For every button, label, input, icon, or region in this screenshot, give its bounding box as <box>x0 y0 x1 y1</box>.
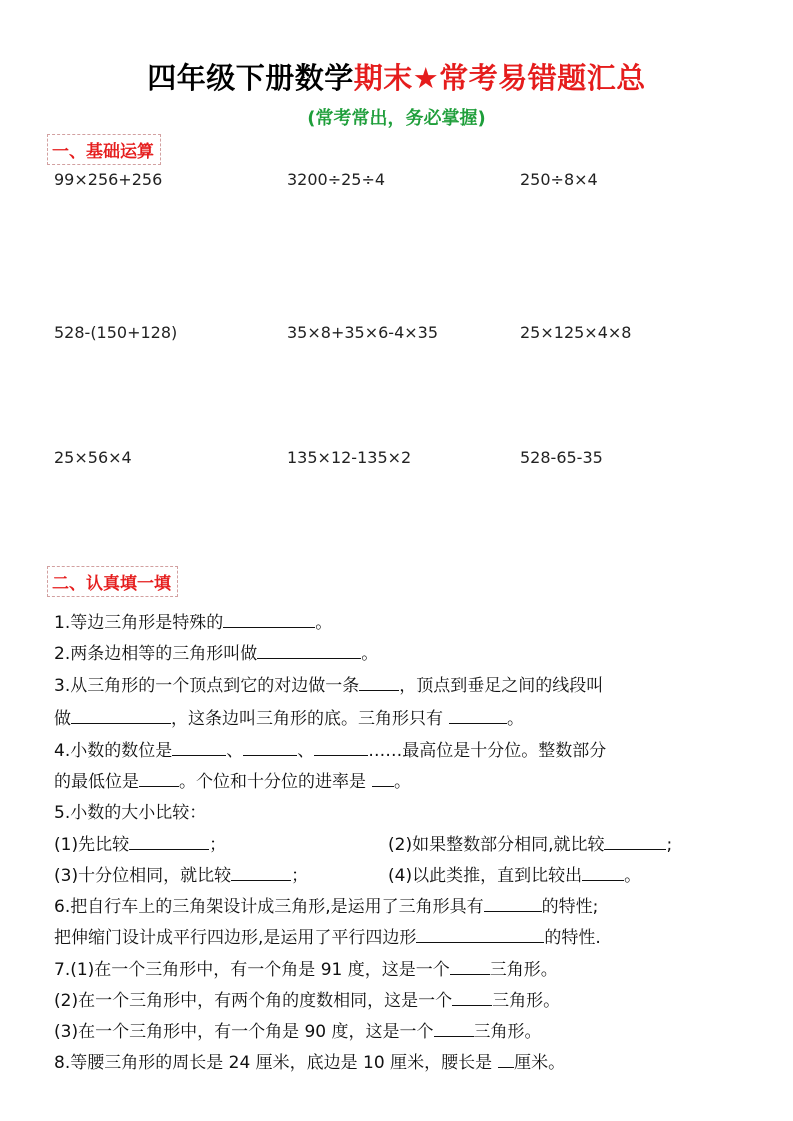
calc-item: 99×256+256 <box>54 170 163 189</box>
calc-item: 528-65-35 <box>520 448 603 467</box>
question-7-part-3: (3)在一个三角形中，有一个角是 90 度，这是一个 三角形。 <box>54 1022 542 1042</box>
page-title <box>0 56 793 97</box>
answer-blank[interactable] <box>452 989 492 1006</box>
answer-blank[interactable] <box>257 642 361 659</box>
question-5-part-3: (3)十分位相同，就比较 ； <box>54 866 309 886</box>
calc-item: 135×12-135×2 <box>287 448 412 467</box>
question-7-part-2: (2)在一个三角形中，有两个角的度数相同，这是一个 三角形。 <box>54 991 561 1011</box>
question-3: 3.从三角形的一个顶点到它的对边做一条 ，顶点到垂足之间的线段叫 <box>54 676 604 696</box>
question-6: 6.把自行车上的三角架设计成三角形,是运用了三角形具有 的特性; <box>54 897 599 917</box>
question-8: 8.等腰三角形的周长是 24 厘米，底边是 10 厘米，腰长是 厘米。 <box>54 1053 566 1073</box>
answer-blank[interactable] <box>416 926 544 943</box>
question-5: 5.小数的大小比较： <box>54 803 207 823</box>
answer-blank[interactable] <box>582 864 624 881</box>
answer-blank[interactable] <box>129 833 209 850</box>
question-5-part-2: (2)如果整数部分相同,就比较 ; <box>388 835 673 855</box>
question-4-cont: 的最低位是 。个位和十分位的进率是 。 <box>54 772 411 792</box>
answer-blank[interactable] <box>484 895 542 912</box>
answer-blank[interactable] <box>450 958 490 975</box>
answer-blank[interactable] <box>139 770 179 787</box>
question-2: 2.两条边相等的三角形叫做 。 <box>54 644 379 664</box>
calc-item: 3200÷25÷4 <box>287 170 386 189</box>
answer-blank[interactable] <box>434 1020 474 1037</box>
title-main: 四年级下册数学 <box>147 61 354 95</box>
calc-item: 528-(150+128) <box>54 323 178 342</box>
question-1: 1.等边三角形是特殊的 。 <box>54 613 333 633</box>
question-7-part-1: 7.(1)在一个三角形中，有一个角是 91 度，这是一个 三角形。 <box>54 960 558 980</box>
answer-blank[interactable] <box>223 611 315 628</box>
page-subtitle: (常考常出，务必掌握) <box>307 108 486 129</box>
answer-blank[interactable] <box>604 833 666 850</box>
answer-blank[interactable] <box>359 674 399 691</box>
calc-item: 25×56×4 <box>54 448 132 467</box>
question-4: 4.小数的数位是 、 、 ……最高位是十分位。整数部分 <box>54 741 607 761</box>
answer-blank[interactable] <box>449 707 507 724</box>
title-highlight: 期末★常考易错题汇总 <box>353 61 646 95</box>
answer-blank[interactable] <box>243 739 297 756</box>
question-3-cont: 做 ，这条边叫三角形的底。三角形只有 。 <box>54 709 524 729</box>
question-5-part-4: (4)以此类推，直到比较出 。 <box>388 866 642 886</box>
answer-blank[interactable] <box>372 770 394 787</box>
answer-blank[interactable] <box>172 739 226 756</box>
question-6-cont: 把伸缩门设计成平行四边形,是运用了平行四边形 的特性. <box>54 928 601 948</box>
answer-blank[interactable] <box>71 707 171 724</box>
calc-item: 35×8+35×6-4×35 <box>287 323 439 342</box>
calc-item: 250÷8×4 <box>520 170 598 189</box>
calc-item: 25×125×4×8 <box>520 323 632 342</box>
section-1-label: 一、基础运算 <box>47 134 161 165</box>
section-2-label: 二、认真填一填 <box>47 566 178 597</box>
answer-blank[interactable] <box>498 1051 514 1068</box>
question-5-part-1: (1)先比较 ； <box>54 835 227 855</box>
answer-blank[interactable] <box>314 739 368 756</box>
answer-blank[interactable] <box>231 864 291 881</box>
